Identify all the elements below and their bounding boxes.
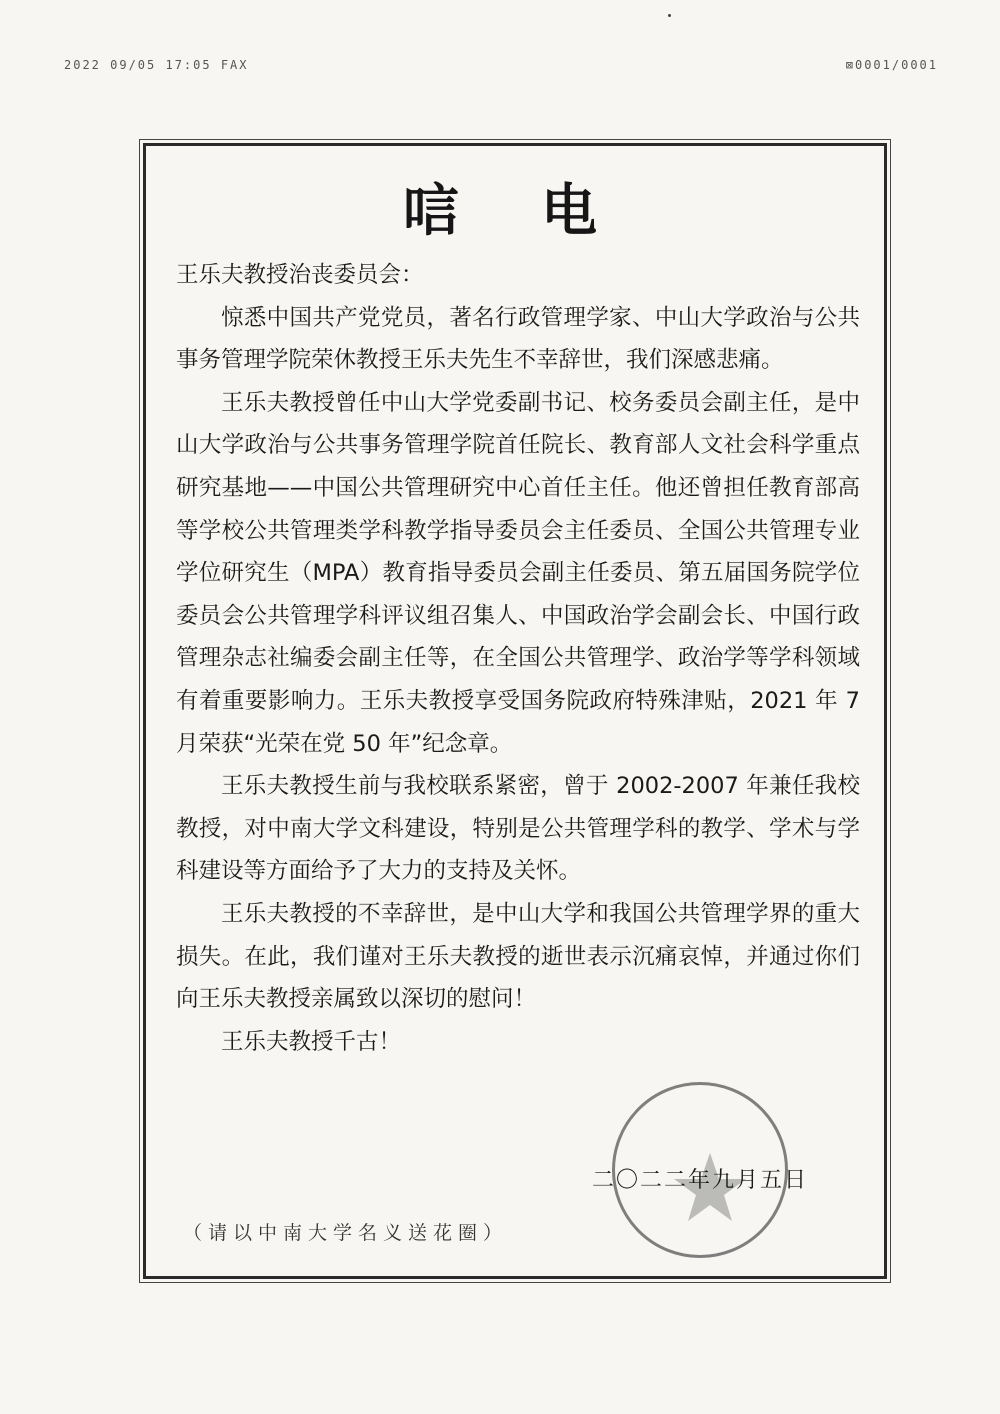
wreath-note: （请以中南大学名义送花圈） xyxy=(183,1222,509,1244)
fax-speck xyxy=(668,14,671,17)
paragraph-condolence: 惊悉中国共产党党员，著名行政管理学家、中山大学政治与公共事务管理学院荣休教授王乐夫先生不幸辞世，我们深感悲痛。 xyxy=(176,304,860,374)
signature-date: 二〇二二年九月五日 xyxy=(592,1168,809,1193)
salutation: 王乐夫教授治丧委员会： xyxy=(176,262,424,288)
fax-page-count: ⊠0001/0001 xyxy=(845,58,938,72)
paragraph-mourning: 王乐夫教授的不幸辞世，是中山大学和我国公共管理学界的重大损失。在此，我们谨对王乐夫教授的逝世表示沉痛哀悼，并通过你们向王乐夫教授亲属致以深切的慰问！ xyxy=(176,900,860,1013)
paragraph-farewell: 王乐夫教授千古！ xyxy=(221,1028,402,1055)
fax-timestamp: 2022 09/05 17:05 FAX xyxy=(64,58,249,72)
document-title: 唁电 xyxy=(403,178,679,244)
paragraph-relationship: 王乐夫教授生前与我校联系紧密，曾于 2002-2007 年兼任我校教授，对中南大学文科建设，特别是公共管理学科的教学、学术与学科建设等方面给予了大力的支持及关怀。 xyxy=(176,773,860,885)
paragraph-biography: 王乐夫教授曾任中山大学党委副书记、校务委员会副主任，是中山大学政治与公共事务管理学院首任院长、教育部人文社会科学重点研究基地——中国公共管理研究中心首任主任。他还曾担任教育部高等学校公共管理类学科教学指导委员会主任委员、全国公共管理专业学位研究生（MPA）教育指导委员会副主任委员、第五届国务院学位委员会公共管理学科评议组召集人、中国政治学会副会长、中国行政管理杂志社编委会副主任等，在全国公共管理学、政治学等学科领域有着重要影响力。王乐夫教授享受国务院政府特殊津贴，2021 年 7 月荣获“光荣在党 50 年”纪念章。 xyxy=(176,389,860,757)
letter-body xyxy=(176,254,860,1063)
